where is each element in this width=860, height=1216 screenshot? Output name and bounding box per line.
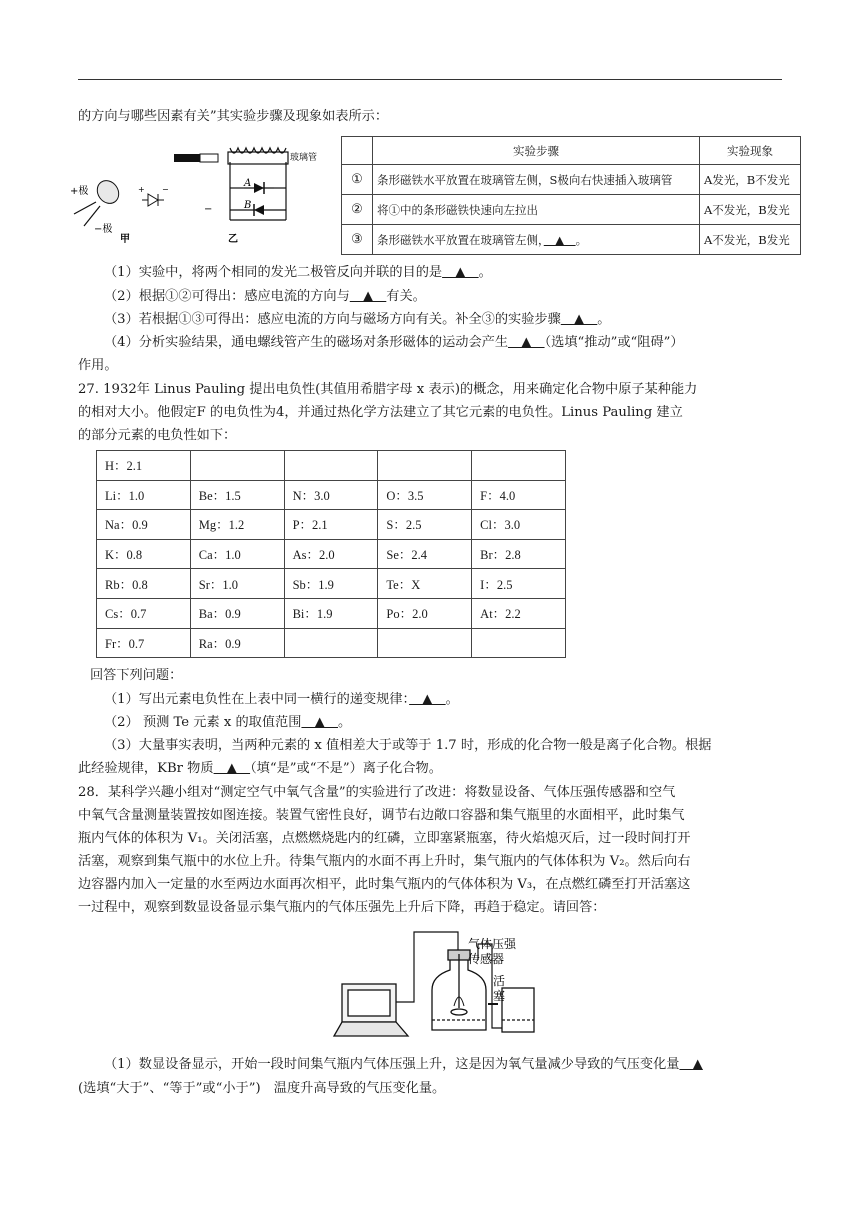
- svg-text:−: −: [204, 204, 213, 215]
- laptop-icon: [334, 984, 408, 1036]
- q27-part2: （2） 预测 Te 元素 x 的取值范围 ▲ 。: [104, 715, 352, 730]
- diode-b-symbol: [254, 205, 264, 215]
- step-number: ③: [342, 225, 373, 255]
- q26-part4: （4）分析实验结果，通电螺线管产生的磁场对条形磁体的运动会产生 ▲ （选填“推动”或“阻碍”）: [104, 335, 684, 350]
- q27-line3: 的部分元素的电负性如下：: [78, 428, 237, 443]
- q28-part1-line1: （1）数显设备显示，开始一段时间集气瓶内气体压强上升，这是因为氧气量减少导致的气压变化量 ▲: [104, 1057, 703, 1072]
- table-row: [342, 195, 801, 225]
- diode-symbol-small: [142, 194, 164, 206]
- q27-line1: 27. 1932年 Linus Pauling 提出电负性(其值用希腊字母 x 表示)的概念，用来确定化合物中原子某种能力: [78, 382, 698, 397]
- step-text: 条形磁铁水平放置在玻璃管左侧， ▲ 。: [373, 225, 700, 255]
- q26-part2: （2）根据①②可得出：感应电流的方向与 ▲ 有关。: [104, 289, 426, 304]
- q26-part4-cont: 作用。: [78, 358, 118, 373]
- step-result: A不发光，B发光: [700, 195, 801, 225]
- q26-part3: （3）若根据①③可得出：感应电流的方向与磁场方向有关。补全③的实验步骤 ▲ 。: [104, 312, 611, 327]
- label-a: A: [244, 178, 252, 189]
- q28-line1: 28．某科学兴趣小组对“测定空气中氧气含量”的实验进行了改进：将数显设备、气体压强传感器和空气: [78, 785, 676, 800]
- label-jia: 甲: [120, 234, 130, 245]
- q27-part3: （3）大量事实表明，当两种元素的 x 值相差大于或等于 1.7 时，形成的化合物一般是离子化合物。根据: [104, 738, 712, 753]
- q28-line2: 中氧气含量测量装置按如图连接。装置气密性良好，调节右边敞口容器和集气瓶里的水面相平，此时集气: [78, 808, 685, 823]
- open-container: [502, 988, 534, 1032]
- q27-part1: （1）写出元素电负性在上表中同一横行的递变规律： ▲ 。: [104, 692, 459, 707]
- label-glass-tube: 玻璃管: [290, 153, 318, 163]
- header-result: 实验现象: [700, 137, 801, 165]
- answer-blank: ▲: [679, 1057, 703, 1072]
- q28-line6: 一过程中，观察到数显设备显示集气瓶内的气体压强先上升后下降，再趋于稳定。请回答：: [78, 900, 606, 915]
- label-yi: 乙: [228, 234, 238, 245]
- q27-part3-cont: 此经验规律，KBr 物质 ▲ （填“是”或“不是”）离子化合物。: [78, 761, 442, 776]
- header-rule: [78, 79, 782, 80]
- q28-line3: 瓶内气体的体积为 V₁。关闭活塞，点燃燃烧匙内的红磷，立即塞紧瓶塞，待火焰熄灭后，过一段时间打开: [78, 831, 691, 846]
- q26-part1: （1）实验中，将两个相同的发光二极管反向并联的目的是 ▲ 。: [104, 265, 492, 280]
- answer-blank: ▲: [508, 335, 545, 350]
- svg-text:+: +: [138, 185, 145, 194]
- q28-line4: 活塞，观察到集气瓶中的水位上升。待集气瓶内的水面不再上升时，集气瓶内的气体体积为 V₂。然后向右: [78, 854, 691, 869]
- electronegativity-table: [96, 450, 566, 658]
- step-number: ①: [342, 165, 373, 195]
- header-steps: 实验步骤: [373, 137, 700, 165]
- label-minus-pole: −极: [94, 224, 113, 235]
- figure-apparatus: [336, 928, 542, 1040]
- answer-blank: ▲: [409, 692, 446, 707]
- answer-blank: ▲: [301, 715, 338, 730]
- table-header-row: [342, 137, 801, 165]
- answer-blank: ▲: [213, 761, 251, 776]
- bar-magnet-dark: [174, 154, 200, 162]
- step-result: A不发光，B发光: [700, 225, 801, 255]
- led-diode: [74, 176, 123, 226]
- diode-a-symbol: [254, 183, 264, 193]
- q28-part1-line2: (选填“大于”、“等于”或“小于”) 温度升高导致的气压变化量。: [78, 1081, 446, 1096]
- answer-blank: ▲: [349, 289, 387, 304]
- svg-text:−: −: [162, 185, 169, 194]
- table-row: Na：0.9 Mg：1.2 P：2.1 S：2.5 Cl：3.0: [97, 510, 566, 540]
- table-row: Rb：0.8 Sr：1.0 Sb：1.9 Te：X I：2.5: [97, 569, 566, 599]
- table-row: [342, 165, 801, 195]
- experiment-steps-table: [341, 136, 801, 255]
- label-plus-pole: +极: [70, 186, 89, 197]
- q27-line2: 的相对大小。他假定F 的电负性为4，并通过热化学方法建立了其它元素的电负性。Linus Pauling 建立: [78, 405, 683, 420]
- label-valve-2: 塞: [493, 989, 506, 1003]
- answer-blank: ▲: [560, 312, 598, 327]
- table-row: K：0.8 Ca：1.0 As：2.0 Se：2.4 Br：2.8: [97, 539, 566, 569]
- label-sensor-1: 气体压强: [468, 937, 517, 951]
- answer-blank: ▲: [543, 232, 576, 247]
- table-row: Cs：0.7 Ba：0.9 Bi：1.9 Po：2.0 At：2.2: [97, 598, 566, 628]
- label-valve-1: 活: [493, 974, 506, 988]
- step-text: 将①中的条形磁铁快速向左拉出: [373, 195, 700, 225]
- step-text: 条形磁铁水平放置在玻璃管左侧，S极向右快速插入玻璃管: [373, 165, 700, 195]
- table-row: Fr：0.7 Ra：0.9: [97, 628, 566, 658]
- q27-answer-intro: 回答下列问题：: [90, 668, 183, 683]
- table-row: H：2.1: [97, 451, 566, 481]
- label-b: B: [244, 200, 252, 211]
- figure-solenoid-circuit: [68, 140, 318, 250]
- answer-blank: ▲: [442, 265, 479, 280]
- table-row: [342, 225, 801, 255]
- bar-magnet-light: [200, 154, 218, 162]
- table-row: Li：1.0 Be：1.5 N：3.0 O：3.5 F：4.0: [97, 480, 566, 510]
- label-sensor-2: 传感器: [468, 952, 505, 966]
- step-number: ②: [342, 195, 373, 225]
- intro-line: 的方向与哪些因素有关”其实验步骤及现象如表所示：: [78, 109, 389, 124]
- q28-line5: 边容器内加入一定量的水至两边水面再次相平，此时集气瓶内的气体体积为 V₃，在点燃红磷至打开活塞这: [78, 877, 691, 892]
- step-result: A发光，B不发光: [700, 165, 801, 195]
